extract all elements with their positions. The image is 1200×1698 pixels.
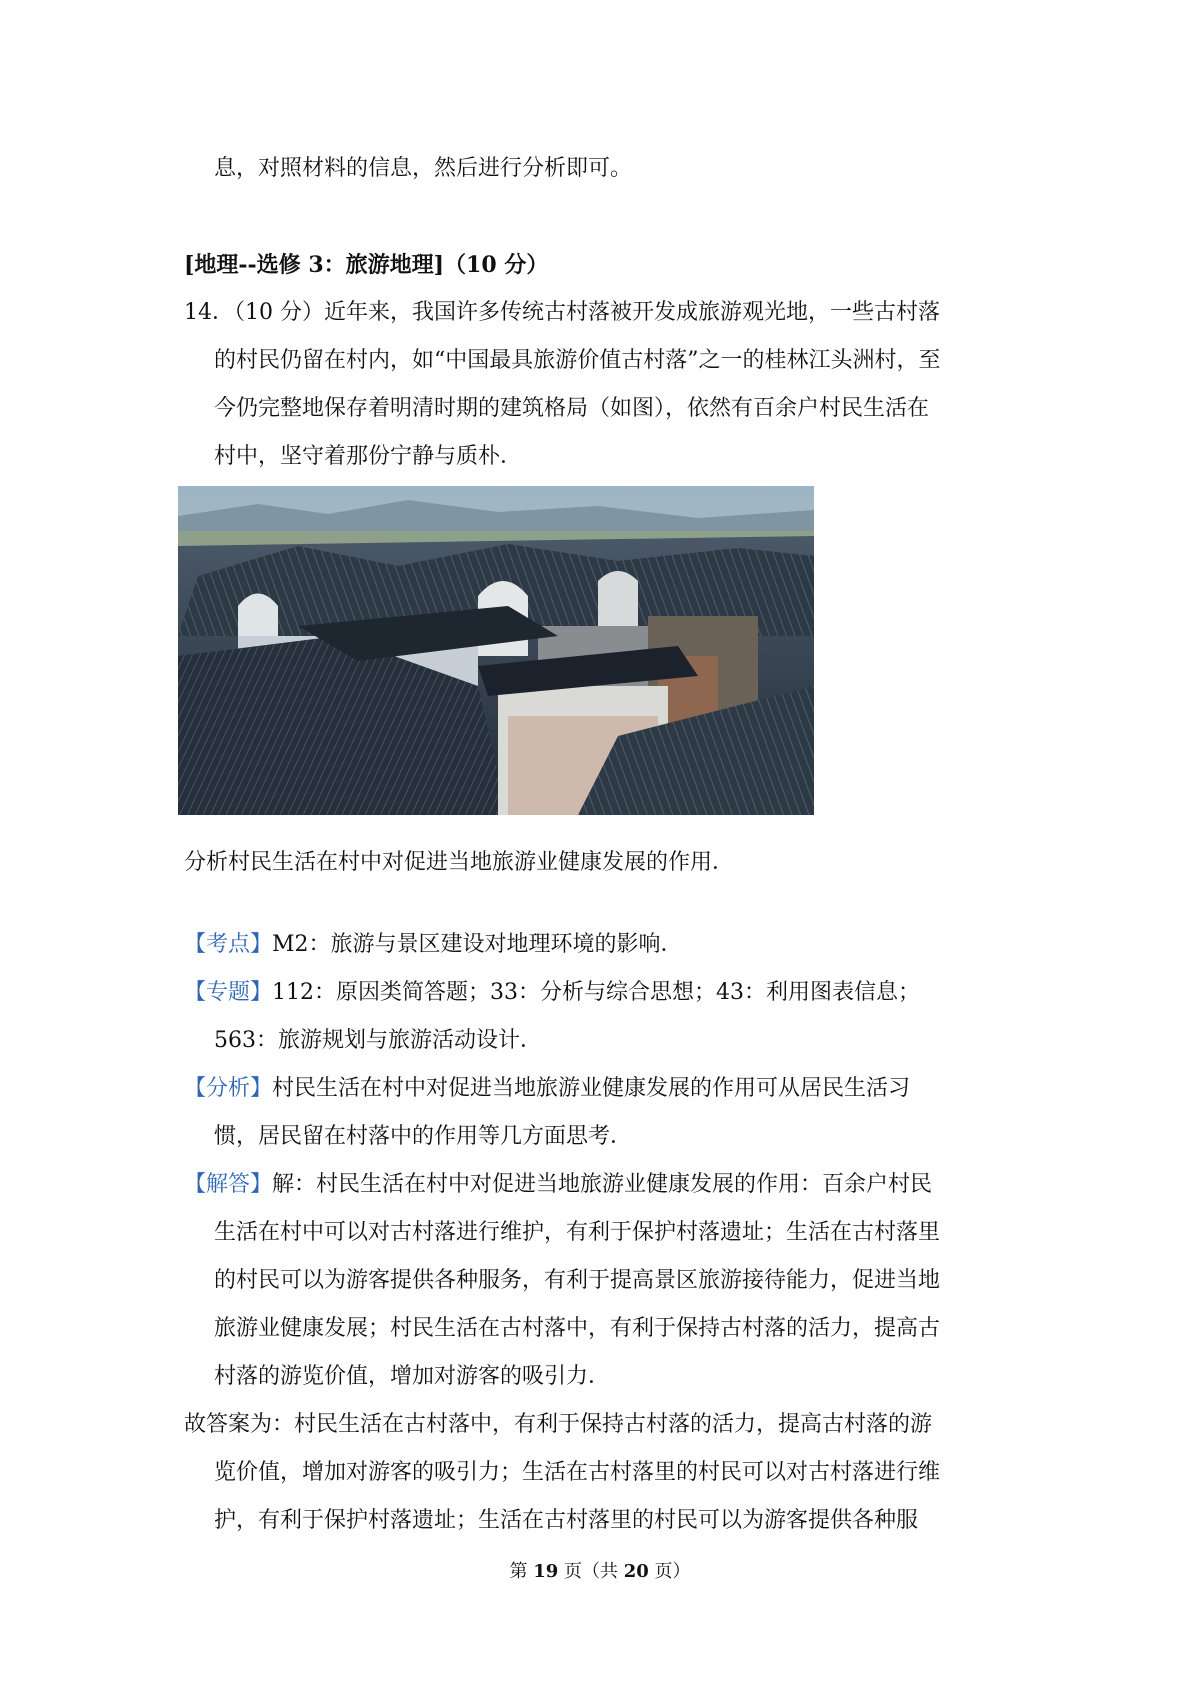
footer-suffix: 页） [648, 1561, 691, 1582]
page-total: 20 [623, 1561, 649, 1582]
jieda-tag: 【解答】 [184, 1172, 273, 1197]
fenxi-tag: 【分析】 [184, 1076, 273, 1101]
jieda-text-5: 村落的游览价值，增加对游客的吸引力． [214, 1364, 611, 1389]
zhuanti-text-2: 563：旅游规划与旅游活动设计． [214, 1028, 542, 1053]
fenxi-row [184, 1074, 1200, 1104]
kaodian-tag: 【考点】 [184, 932, 273, 957]
footer-middle: 页（共 [558, 1561, 624, 1582]
zhuanti-tag: 【专题】 [184, 980, 273, 1005]
question-14-line-2: 的村民仍留在村内，如“中国最具旅游价值古村落”之一的桂林江头洲村，至 [214, 348, 941, 373]
continued-text: 息，对照材料的信息，然后进行分析即可。 [214, 156, 633, 181]
footer-prefix: 第 [509, 1561, 534, 1582]
jieda-text-3: 的村民可以为游客提供各种服务，有利于提高景区旅游接待能力，促进当地 [214, 1268, 941, 1293]
kaodian-row [184, 930, 1200, 960]
page-number: 19 [533, 1561, 559, 1582]
jieda-text-2: 生活在村中可以对古村落进行维护，有利于保护村落遗址；生活在古村落里 [214, 1220, 941, 1245]
jieda-text-1: 解：村民生活在村中对促进当地旅游业健康发展的作用：百余户村民 [272, 1172, 933, 1197]
jieda-row [184, 1170, 1200, 1200]
fenxi-text-2: 惯，居民留在村落中的作用等几方面思考． [214, 1124, 633, 1149]
fenxi-text-1: 村民生活在村中对促进当地旅游业健康发展的作用可从居民生活习 [272, 1076, 911, 1101]
zhuanti-text-1: 112：原因类简答题；33：分析与综合思想；43：利用图表信息； [272, 980, 920, 1005]
answer-line-2: 览价值，增加对游客的吸引力；生活在古村落里的村民可以对古村落进行维 [214, 1460, 941, 1485]
question-14-line-4: 村中，坚守着那份宁静与质朴． [214, 444, 523, 469]
page-footer [0, 1560, 1200, 1584]
question-14-line-3: 今仍完整地保存着明清时期的建筑格局（如图），依然有百余户村民生活在 [214, 396, 930, 421]
jieda-text-4: 旅游业健康发展；村民生活在古村落中，有利于保持古村落的活力，提高古 [214, 1316, 941, 1341]
village-rooftops-photo [178, 486, 814, 815]
answer-line-1: 故答案为：村民生活在古村落中，有利于保持古村落的活力，提高古村落的游 [184, 1412, 933, 1437]
kaodian-text: M2：旅游与景区建设对地理环境的影响． [272, 932, 683, 957]
answer-line-3: 护，有利于保护村落遗址；生活在古村落里的村民可以为游客提供各种服 [214, 1508, 919, 1533]
zhuanti-row [184, 978, 1200, 1008]
section-heading: [地理--选修 3：旅游地理]（10 分） [184, 252, 549, 278]
question-14-line-1: 14．（10 分）近年来，我国许多传统古村落被开发成旅游观光地，一些古村落 [184, 300, 940, 325]
question-prompt: 分析村民生活在村中对促进当地旅游业健康发展的作用． [184, 850, 735, 875]
